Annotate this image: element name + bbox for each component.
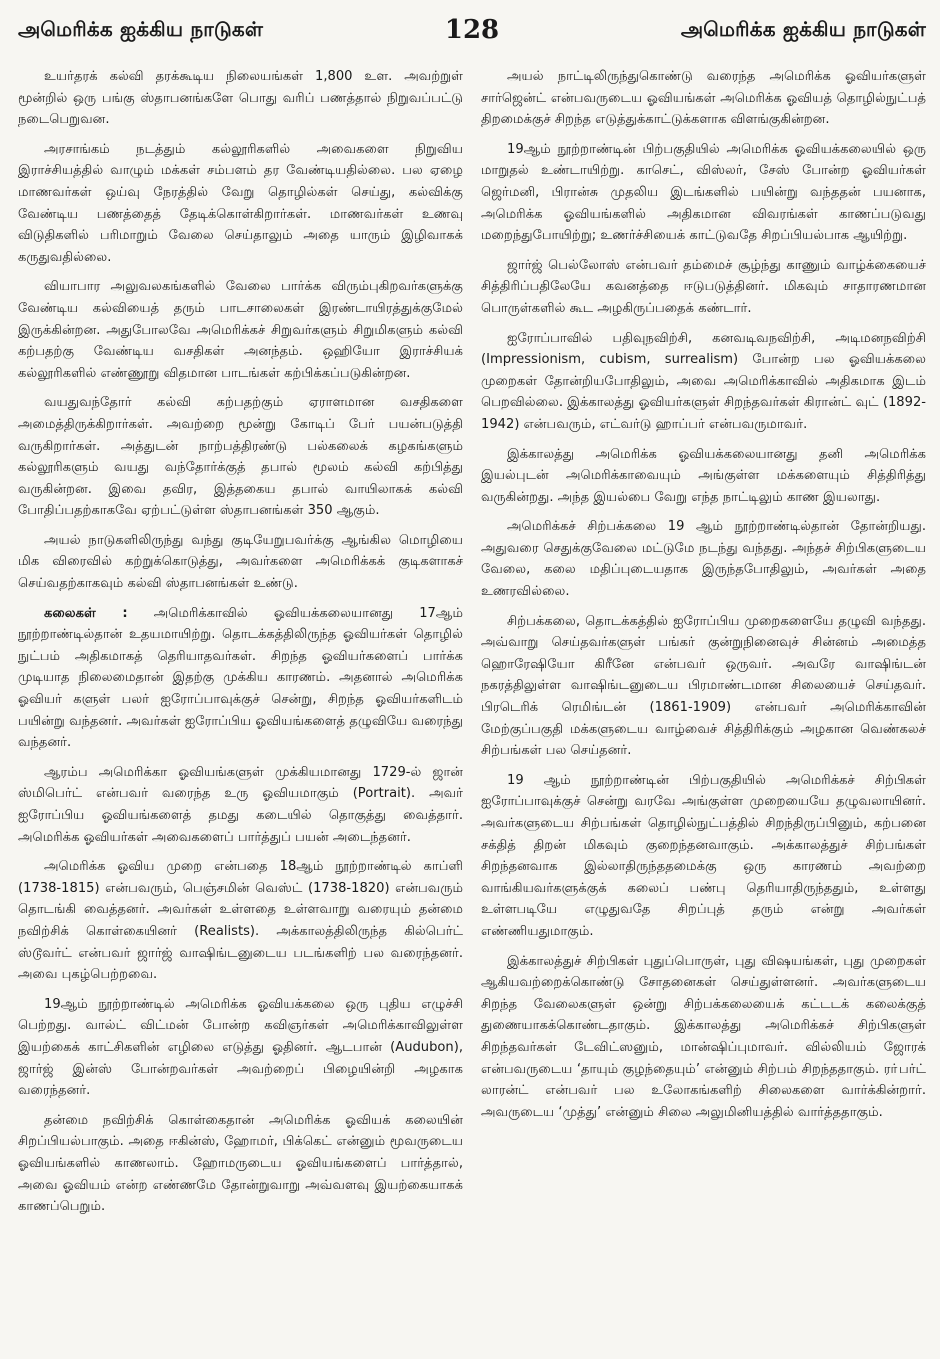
paragraph-text: உயர்தரக் கல்வி தரக்கூடிய நிலையங்கள் 1,800 உள. அவற்றுள் மூன்றில் ஒரு பங்கு ஸ்தாபனங்களே பொது வரிப் பணத்தால் நிறுவப்பட்டு நடைபெறுவன. [18, 69, 463, 128]
header-right-title: அமெரிக்க ஐக்கிய நாடுகள் [680, 16, 926, 41]
paragraph-text: ஆரம்ப அமெரிக்கா ஓவியங்களுள் முக்கியமானது 1729-ல் ஜான் ஸ்மிபெர்ட் என்பவர் வரைந்த உரு ஓவியமாகும் (Portrait). அவர் ஐரோப்பிய ஓவியங்களைத் தமது கடையில் தொகுத்து வைத்தார். அமெரிக்க ஓவியர்கள் அவைகளைப் பார்த்துப் பயன் அடைந்தனர். [18, 764, 463, 845]
paragraph [481, 770, 926, 943]
paragraph-text: இக்காலத்துச் சிற்பிகள் புதுப்பொருள், புது விஷயங்கள், புது முறைகள் ஆகியவற்றைக்கொண்டு சோதனைகள் செய்துள்ளனர். அவர்களுடைய சிறந்த வேலைகளுள் ஒன்று சிற்பக்கலையைக் கட்டடக் கலைக்குத் துணையாகக்கொண்டதாகும். இக்காலத்து அமெரிக்கச் சிற்பிகளுள் சிறந்தவர்கள் டேவிட்ஸனும், மான்ஷிப்புமாவர். வில்லியம் ஜோரக் என்பவருடைய ‘தாயும் குழந்தையும்’ என்னும் சிற்பம் சிறந்ததாகும். ரா்பர்ட் லாரன்ட் என்பவர் பல உலோகங்களிற் சிலைகளை வார்க்கின்றார். அவருடைய ‘முத்து’ என்னும் சிலை அலுமினியத்தில் வார்த்ததாகும். [481, 953, 926, 1120]
paragraph-text: அமெரிக்கச் சிற்பக்கலை 19 ஆம் நூற்றாண்டில்தான் தோன்றியது. அதுவரை செதுக்குவேலை மட்டுமே நடந்து வந்தது. அந்தச் சிற்பிகளுடைய வேலை, கலை மதிப்புடையதாக இருந்தபோதிலும், அவர்கள் அதை உணரவில்லை. [481, 519, 926, 600]
paragraph-text: வியாபார அலுவலகங்களில் வேலை பார்க்க விரும்புகிறவர்களுக்கு வேண்டிய கல்வியைத் தரும் பாடசாலைகள் இரண்டாயிரத்துக்குமேல் இருக்கின்றன. அதுபோலவே அமெரிக்கச் சிறுவர்களும் சிறுமிகளும் கல்வி கற்பதற்கு வேண்டிய வசதிகள் அனந்தம். ஒஹியோ இராச்சியக் கல்லூரிகளில் எண்ணூறு விதமான பாடங்கள் கற்பிக்கப்படுகின்றன. [18, 279, 463, 381]
paragraph [481, 611, 926, 762]
paragraph [18, 603, 463, 754]
paragraph-text: 19 ஆம் நூற்றாண்டின் பிற்பகுதியில் அமெரிக்கச் சிற்பிகள் ஐரோப்பாவுக்குச் சென்று வரவே அங்குள்ள முறையையே தழுவலாயினர். அவர்களுடைய சிற்பங்கள் தொழில்நுட்பத்தில் சிறந்திருப்பினும், கற்பனை சக்தித் திறன் மிகவும் குறைந்தனவாகும். அக்காலத்துச் சிற்பங்கள் சிறந்தனவாக இல்லாதிருந்ததமைக்கு ஒரு காரணம் அவற்றை வாங்கியவர்களுக்குக் கலைப் பண்பு தெரியாதிருந்ததும், உள்ளது உள்ளபடியே எழுதுவதே சிறப்புத் தரும் என்று அவர்கள் எண்ணியதுமாகும். [481, 772, 926, 939]
paragraph [18, 276, 463, 384]
paragraph [481, 255, 926, 320]
paragraph-text: அமெரிக்க ஓவிய முறை என்பதை 18ஆம் நூற்றாண்டில் காப்ளி (1738-1815) என்பவரும், பெஞ்சமின் வெஸ்ட் (1738-1820) என்பவரும் தொடங்கி வைத்தனர். அவர்கள் உள்ளதை உள்ளவாறு வரையும் தன்மை நவிற்சிக் கொள்கையினர் (Realists). அக்காலத்திலிருந்த கில்பெர்ட் ஸ்டூவர்ட் என்பவர் ஜார்ஜ் வாஷிங்டனுடைய படங்களிற் பல வரைந்தனர். அவை புகழ்பெற்றவை. [18, 859, 463, 983]
paragraph [18, 530, 463, 595]
paragraph [481, 328, 926, 436]
header-left-title: அமெரிக்க ஐக்கிய நாடுகள் [18, 16, 264, 41]
paragraph-text: அயல் நாடுகளிலிருந்து வந்து குடியேறுபவர்க்கு ஆங்கில மொழியை மிக விரைவில் கற்றுக்கொடுத்து, அவர்களை அமெரிக்கக் குடிகளாகச் செய்வதற்காகவும் கல்வி ஸ்தாபனங்கள் உண்டு. [18, 532, 463, 592]
paragraph-text: அரசாங்கம் நடத்தும் கல்லூரிகளில் அவைகளை நிறுவிய இராச்சியத்தில் வாழும் மக்கள் சம்பளம் தர வேண்டியதில்லை. பல ஏழை மாணவர்கள் ஒய்வு நேரத்தில் வேறு தொழில்கள் செய்து, கல்விக்கு வேண்டிய பணத்தைத் தேடிக்கொள்கிறார்கள். மாணவர்கள் உணவு விடுதிகளில் பரிமாறும் வேலை செய்தாலும் அதை யாரும் இழிவாகக் கருதுவதில்லை. [18, 141, 463, 265]
paragraph-text: சிற்பக்கலை, தொடக்கத்தில் ஐரோப்பிய முறைகளையே தழுவி வந்தது. அவ்வாறு செய்தவர்களுள் பங்கர் குன்றுநினைவுச் சின்னம் அமைத்த ஹொரேஷியோ கிரீனே என்பவர் ஒருவர். அவரே வாஷிங்டன் நகரத்திலுள்ள வாஷிங்டனுடைய பிரமாண்டமான சிலையைச் செய்தவர். பிரடெரிக் ரெமிங்டன் (1861-1909) என்பவர் அமெரிக்காவின் மேற்குப்பகுதி மக்களுடைய வாழ்வைச் சித்திரிக்கும் அழகான வெண்கலச் சிற்பங்கள் பல செய்தனர். [481, 613, 926, 759]
left-column [18, 66, 463, 1226]
paragraph-text: ஜார்ஜ் பெல்லோஸ் என்பவர் தம்மைச் சூழ்ந்து காணும் வாழ்க்கையைச் சித்திரிப்பதிலேயே கவனத்தை ஈடுபடுத்தினர். மிகவும் சாதாரணமான பொருள்களில் கூட அழகிருப்பதைக் கண்டார். [481, 257, 926, 316]
page-number: 128 [444, 15, 500, 45]
section-heading: கலைகள் : [44, 605, 128, 621]
right-column [481, 66, 926, 1226]
body-columns [18, 66, 926, 1226]
paragraph [18, 994, 463, 1102]
paragraph [481, 951, 926, 1124]
paragraph-text: ஐரோப்பாவில் பதிவுநவிற்சி, கனவடிவநவிற்சி, அடிமனநவிற்சி (Impressionism, cubism, surrealism) போன்ற பல ஓவியக்கலை முறைகள் தோன்றியபோதிலும், அவை அமெரிக்காவில் அதிகமாக இடம் பெறவில்லை. இக்காலத்து ஓவியர்களுள் சிறந்தவர்கள் கிரான்ட் வுட் (1892-1942) என்பவரும், எட்வர்டு ஹாப்பர் என்பவருமாவர். [481, 330, 926, 432]
paragraph [18, 139, 463, 269]
paragraph [18, 1110, 463, 1218]
paragraph [481, 139, 926, 247]
paragraph [481, 444, 926, 509]
paragraph [18, 762, 463, 848]
paragraph [18, 856, 463, 986]
paragraph-text: அமெரிக்காவில் ஓவியக்கலையானது 17ஆம் நூற்றாண்டில்தான் உதயமாயிற்று. தொடக்கத்திலிருந்த ஓவியர்கள் தொழில் நுட்பம் அதிகமாகத் தெரியாதவர்கள். சிறந்த ஓவியர்களைப் பார்க்க முடியாத நிலைமைதான் இதற்கு முக்கிய காரணம். அதனால் அமெரிக்க ஓவியர் களுள் பலர் ஐரோப்பாவுக்குச் சென்று, சிறந்த ஓவியர்களிடம் பயின்று வந்தனர். அவர்கள் ஐரோப்பிய ஓவியங்களைத் தழுவியே வரைந்து வந்தனர். [18, 605, 463, 751]
paragraph [18, 392, 463, 522]
paragraph-text: தன்மை நவிற்சிக் கொள்கைதான் அமெரிக்க ஓவியக் கலையின் சிறப்பியல்பாகும். அதை ஈகின்ஸ், ஹோமர், பிக்கெட் என்னும் மூவருடைய ஓவியங்களில் காணலாம். ஹோமருடைய ஓவியங்களைப் பார்த்தால், அவை ஓவியம் என்ற எண்ணமே தோன்றுவாறு அவ்வளவு இயற்கையாகக் காணப்பெறும். [18, 1112, 463, 1215]
paragraph [481, 66, 926, 131]
running-header [18, 8, 926, 52]
paragraph [18, 66, 463, 131]
paragraph-text: வயதுவந்தோர் கல்வி கற்பதற்கும் ஏராளமான வசதிகளை அமைத்திருக்கிறார்கள். அவற்றை மூன்று கோடிப் பேர் பயன்படுத்தி வருகிறார்கள். அத்துடன் நாற்பத்திரண்டு பல்கலைக் கழகங்களும் கல்லூரிகளும் வயது வந்தோர்க்குத் தபால் மூலம் கல்வி கற்பித்து வருகின்றன. இவை தவிர, இத்தகைய தபால் வாயிலாகக் கல்வி போதிப்பதற்காகவே ஏற்பட்டுள்ள ஸ்தாபனங்கள் 350 ஆகும். [18, 395, 463, 519]
paragraph-text: அயல் நாட்டிலிருந்துகொண்டு வரைந்த அமெரிக்க ஓவியர்களுள் சார்ஜென்ட் என்பவருடைய ஓவியங்கள் அமெரிக்க ஓவியத் தொழில்நுட்பத் திறமைக்குச் சிறந்த எடுத்துக்காட்டுக்களாக விளங்குகின்றன. [481, 69, 926, 128]
paragraph [481, 516, 926, 602]
paragraph-text: இக்காலத்து அமெரிக்க ஓவியக்கலையானது தனி அமெரிக்க இயல்புடன் அமெரிக்காவையும் அங்குள்ள மக்களையும் சித்திரித்து வருகின்றது. அந்த இயல்பை வேறு எந்த நாட்டிலும் காண இயலாது. [481, 446, 926, 505]
paragraph-text: 19ஆம் நூற்றாண்டின் பிற்பகுதியில் அமெரிக்க ஓவியக்கலையில் ஒரு மாறுதல் உண்டாயிற்று. காசெட், விஸ்லர், சேஸ் போன்ற ஓவியர்கள் ஜெர்மனி, பிரான்சு முதலிய இடங்களில் பயின்று வந்ததன் பயனாக, அமெரிக்க ஓவியங்களில் அதிகமான விவரங்கள் காணப்படுவது மறைந்துபோயிற்று; உணர்ச்சியைக் காட்டுவதே சிறப்பியல்பாக ஆயிற்று. [481, 141, 926, 244]
paragraph-text: 19ஆம் நூற்றாண்டில் அமெரிக்க ஓவியக்கலை ஒரு புதிய எழுச்சி பெற்றது. வால்ட் விட்மன் போன்ற கவிஞர்கள் அமெரிக்காவிலுள்ள இயற்கைக் காட்சிகளின் எழிலை எடுத்து ஓதினர். ஆடபான் (Audubon), ஜார்ஜ் இன்ஸ் போன்றவர்கள் அவற்றைப் பிழையின்றி அழகாக வரைந்தனர். [18, 996, 463, 1099]
